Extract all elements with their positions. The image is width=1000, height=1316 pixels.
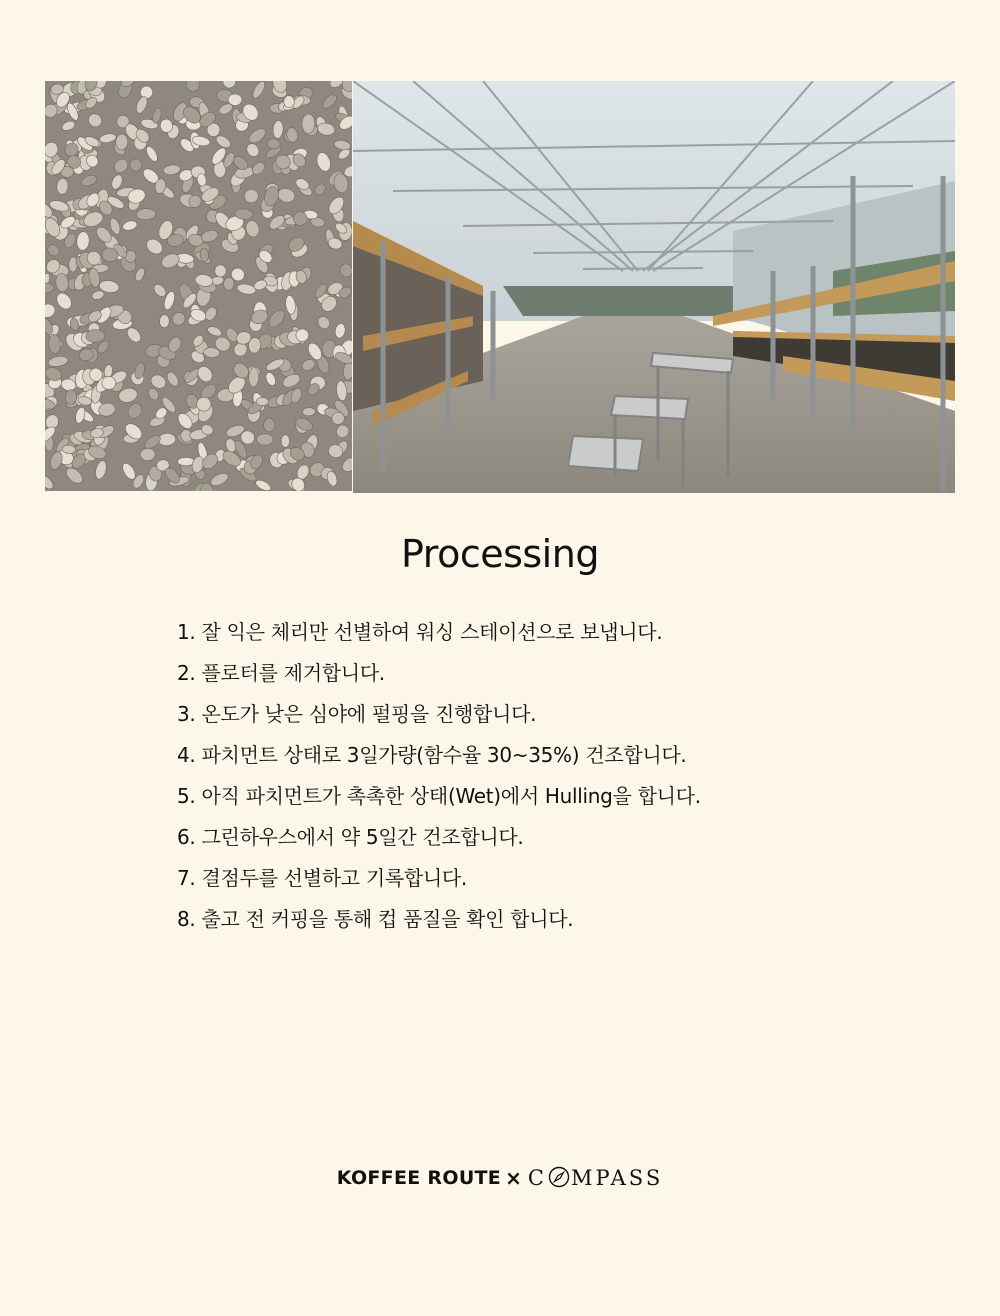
compass-logo bbox=[528, 1166, 663, 1190]
greenhouse-image bbox=[353, 81, 955, 493]
koffee-route-logo: KOFFEE ROUTE bbox=[336, 1167, 502, 1189]
compass-logo-prefix: C bbox=[527, 1166, 547, 1190]
green-coffee-beans-photo bbox=[45, 81, 352, 491]
bean-texture bbox=[228, 94, 242, 106]
photo-strip bbox=[45, 81, 955, 493]
step-item-8: 8. 출고 전 커핑을 통해 컵 품질을 확인 합니다. bbox=[177, 907, 574, 931]
bean-texture bbox=[264, 418, 275, 432]
step-item-3: 3. 온도가 낮은 심야에 펄핑을 진행합니다. bbox=[177, 702, 537, 726]
bean-texture bbox=[102, 376, 116, 389]
bean-texture bbox=[86, 329, 105, 342]
step-item-5: 5. 아직 파치먼트가 촉촉한 상태(Wet)에서 Hulling을 합니다. bbox=[177, 784, 701, 808]
beans-image bbox=[45, 81, 352, 491]
footer-brand bbox=[0, 1166, 1000, 1190]
bean-texture bbox=[65, 390, 76, 405]
bean-texture bbox=[281, 435, 289, 448]
step-item-7: 7. 결점두를 선별하고 기록합니다. bbox=[177, 866, 467, 890]
brand-separator: × bbox=[505, 1166, 522, 1190]
step-item-6: 6. 그린하우스에서 약 5일간 건조합니다. bbox=[177, 825, 524, 849]
compass-logo-suffix: MPASS bbox=[570, 1166, 664, 1190]
processing-steps-list bbox=[177, 614, 701, 942]
bean-texture bbox=[283, 95, 294, 108]
step-item-2: 2. 플로터를 제거합니다. bbox=[177, 661, 385, 685]
greenhouse-photo bbox=[353, 81, 955, 493]
page-title: Processing bbox=[401, 532, 599, 576]
bean-texture bbox=[256, 397, 269, 405]
step-item-1: 1. 잘 익은 체리만 선별하여 워싱 스테이션으로 보냅니다. bbox=[177, 620, 663, 644]
compass-o-icon bbox=[548, 1166, 570, 1188]
step-item-4: 4. 파치먼트 상태로 3일가량(함수율 30~35%) 건조합니다. bbox=[177, 743, 687, 767]
bean-texture bbox=[159, 315, 169, 328]
